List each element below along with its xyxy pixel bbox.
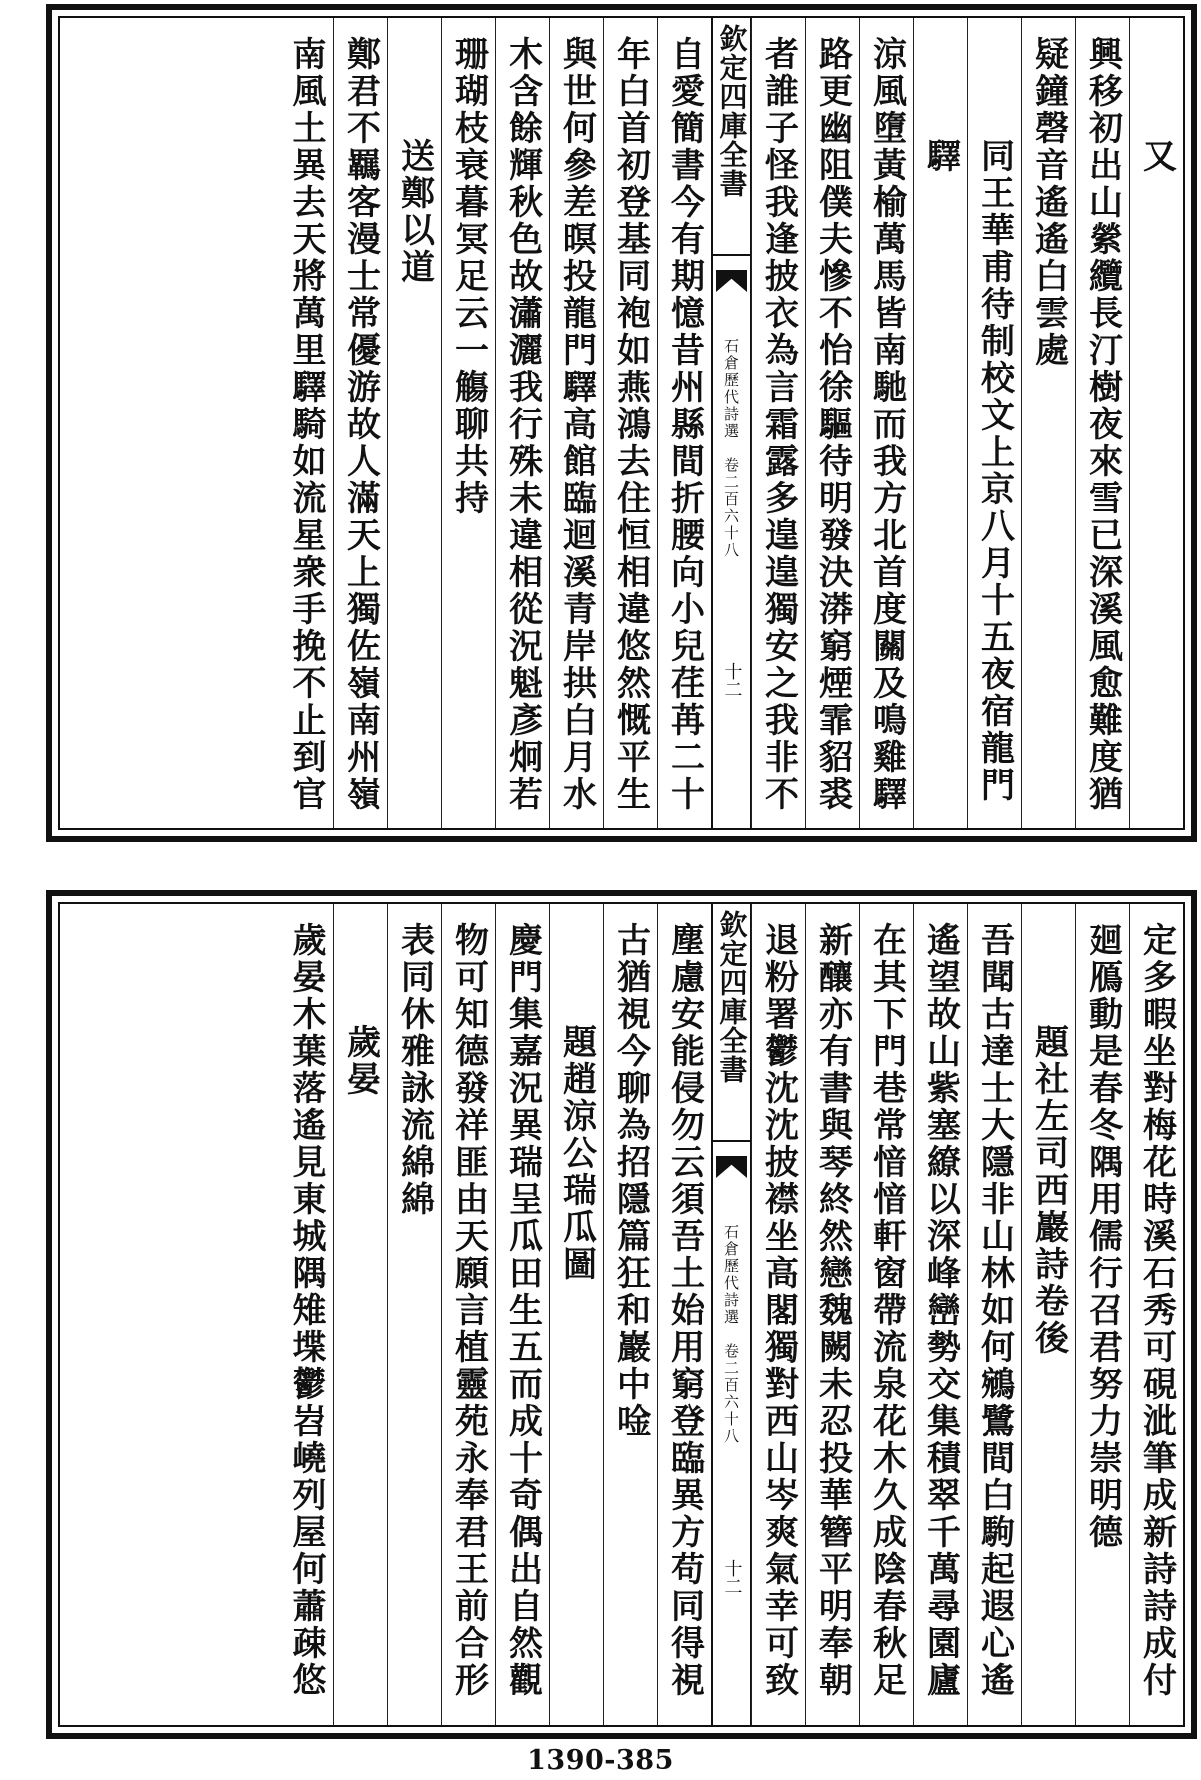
text-column	[549, 904, 603, 1725]
text-column	[805, 904, 859, 1725]
text-column	[967, 904, 1021, 1725]
bottom-page-block	[46, 890, 1197, 1739]
text-column	[495, 904, 549, 1725]
folio-number-box	[713, 662, 750, 698]
poem-title: 題趙涼公瑞瓜圖	[556, 1024, 597, 1283]
center-fold-column	[711, 904, 751, 1725]
text-column	[1075, 18, 1129, 828]
column-text: 廻鴈動是春冬隅用儒行召君努力崇明德	[1082, 922, 1123, 1551]
column-text: 珊瑚枝衰暮冥足云一觴聊共持	[448, 36, 489, 517]
column-text: 物可知德發祥匪由天願言植靈苑永奉君王前合形	[448, 922, 489, 1699]
column-text: 退粉署鬱沈沈披襟坐高閣獨對西山岑爽氣幸可致	[758, 922, 799, 1699]
text-column	[333, 18, 387, 828]
poem-title: 同王華甫待制校文上京八月十五夜宿龍門	[974, 138, 1015, 804]
text-column	[1129, 904, 1183, 1725]
column-text: 古猶視今聊為招隱篇狂和巖中唫	[610, 922, 651, 1440]
volume-subtitle: 石倉歷代詩選 卷二百六十八	[722, 338, 740, 559]
folio-number: 十二	[721, 1559, 743, 1595]
column-text: 年白首初登基同袍如燕鴻去住恒相違悠然慨平生	[610, 36, 651, 813]
fishtail-icon	[716, 270, 747, 292]
column-text: 慶門集嘉況異瑞呈瓜田生五而成十奇偶出自然觀	[502, 922, 543, 1699]
text-column	[967, 18, 1021, 828]
column-text: 歲晏木葉落遙見東城隅雉堞鬱岧嶢列屋何蕭疎悠	[286, 922, 326, 1699]
column-text: 又	[1136, 138, 1177, 175]
text-column	[1021, 18, 1075, 828]
text-column	[1075, 904, 1129, 1725]
volume-subtitle-box	[713, 1224, 750, 1445]
text-column	[859, 18, 913, 828]
poem-title: 題社左司西巖詩卷後	[1028, 1024, 1069, 1357]
fishtail-icon	[716, 1156, 747, 1178]
poem-title: 歲晏	[340, 1024, 381, 1098]
bottom-page-columns	[60, 904, 1183, 1725]
text-column	[913, 18, 967, 828]
column-text: 疑鐘磬音遙遙白雲處	[1028, 36, 1069, 369]
center-fold-column	[711, 18, 751, 828]
column-text: 南風土異去天將萬里驛騎如流星衆手挽不止到官	[286, 36, 326, 813]
text-column	[441, 18, 495, 828]
text-column	[387, 18, 441, 828]
text-column	[279, 904, 333, 1725]
text-column	[279, 18, 333, 828]
scan-page-number: 1390-385	[527, 1745, 674, 1776]
book-title-box	[713, 24, 750, 256]
book-title: 欽定四庫全書	[715, 910, 749, 1084]
text-column	[657, 904, 711, 1725]
column-text: 新釀亦有書與琴終然戀魏闕未忍投華簪平明奉朝	[812, 922, 853, 1699]
bottom-page-frame	[58, 902, 1185, 1727]
folio-number-box	[713, 1559, 750, 1595]
top-page-block	[46, 4, 1197, 842]
text-column	[1129, 18, 1183, 828]
column-text: 涼風墮黃榆萬馬皆南馳而我方北首度關及鳴雞驛	[866, 36, 907, 813]
column-text: 吾聞古達士大隱非山林如何鵷鷺間白駒起遐心遙	[974, 922, 1015, 1699]
text-column	[603, 904, 657, 1725]
column-text: 遙望故山紫塞繚以深峰巒勢交集積翠千萬尋園廬	[920, 922, 961, 1699]
book-title: 欽定四庫全書	[715, 24, 749, 198]
column-text: 定多暇坐對梅花時溪石秀可硯泚筆成新詩詩成付	[1136, 922, 1177, 1699]
text-column	[387, 904, 441, 1725]
folio-number: 十二	[721, 662, 743, 698]
poem-title: 送鄭以道	[394, 138, 435, 286]
column-text: 塵慮安能侵勿云須吾土始用窮登臨異方苟同得視	[664, 922, 705, 1699]
column-text: 者誰子怪我逢披衣為言霜露多遑遑獨安之我非不	[758, 36, 799, 813]
volume-subtitle-box	[713, 338, 750, 559]
column-text: 木含餘輝秋色故瀟灑我行殊未違相從況魁彥炯若	[502, 36, 543, 813]
text-column	[859, 904, 913, 1725]
column-text: 表同休雅詠流綿綿	[394, 922, 435, 1218]
book-title-box	[713, 910, 750, 1142]
text-column	[913, 904, 967, 1725]
column-text: 在其下門巷常愔愔軒窗帶流泉花木久成陰春秋足	[866, 922, 907, 1699]
text-column	[495, 18, 549, 828]
text-column	[441, 904, 495, 1725]
text-column	[751, 904, 805, 1725]
column-text: 路更幽阻僕夫慘不怡徐驅待明發決漭窮煙霏貂裘	[812, 36, 853, 813]
top-page-columns	[60, 18, 1183, 828]
column-text: 與世何參差暝投龍門驛高館臨迴溪青岸拱白月水	[556, 36, 597, 813]
column-text: 鄭君不羈客漫士常優游故人滿天上獨佐嶺南州嶺	[340, 36, 381, 813]
text-column	[549, 18, 603, 828]
column-text: 自愛簡書今有期憶昔州縣間折腰向小兒荏苒二十	[664, 36, 705, 813]
volume-subtitle: 石倉歷代詩選 卷二百六十八	[722, 1224, 740, 1445]
text-column	[333, 904, 387, 1725]
top-page-frame	[58, 16, 1185, 830]
column-text: 興移初出山縈纜長汀樹夜來雪已深溪風愈難度猶	[1082, 36, 1123, 813]
text-column	[657, 18, 711, 828]
text-column	[1021, 904, 1075, 1725]
text-column	[603, 18, 657, 828]
text-column	[805, 18, 859, 828]
poem-title: 驛	[920, 138, 961, 175]
text-column	[751, 18, 805, 828]
